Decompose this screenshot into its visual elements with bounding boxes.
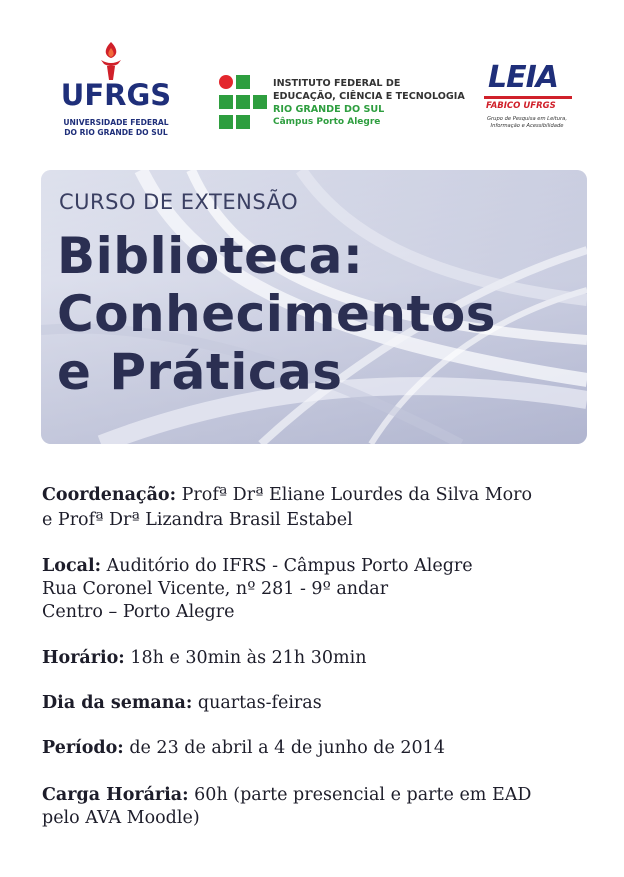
workload-row — [42, 784, 531, 807]
leia-fabico-text: FABICO — [486, 101, 521, 111]
course-banner — [41, 170, 587, 444]
if-grid-icon — [218, 74, 268, 132]
leia-tagline1: Grupo de Pesquisa em Leitura, — [487, 116, 567, 122]
location-value-3: Centro – Porto Alegre — [42, 602, 235, 622]
workload-label: Carga Horária: — [42, 785, 189, 805]
logos-header — [0, 0, 624, 160]
schedule-value: 18h e 30min às 21h 30min — [130, 648, 367, 668]
ufrgs-line2: DO RIO GRANDE DO SUL — [64, 128, 168, 137]
leia-bar — [484, 96, 572, 99]
leia-ufrgs-text: UFRGS — [523, 101, 556, 111]
location-value-1: Auditório do IFRS - Câmpus Porto Alegre — [106, 556, 473, 576]
period-row — [42, 737, 445, 760]
ifrs-line4: Câmpus Porto Alegre — [273, 117, 381, 127]
workload-value-1: 60h (parte presencial e parte em EAD — [194, 785, 532, 805]
ifrs-logo — [218, 72, 468, 134]
workload-value-2: pelo AVA Moodle) — [42, 808, 200, 828]
torch-icon — [91, 40, 131, 82]
coordination-value-1: Profª Drª Eliane Lourdes da Silva Moro — [181, 485, 533, 505]
weekday-row — [42, 692, 322, 715]
period-label: Período: — [42, 738, 124, 758]
ufrgs-name: UFRGS — [60, 78, 172, 112]
course-title-line1: Biblioteca: — [57, 227, 364, 285]
course-title-line3: e Práticas — [57, 343, 343, 401]
leia-tagline2: Informação e Acessibilidade — [490, 123, 564, 129]
period-value: de 23 de abril a 4 de junho de 2014 — [129, 738, 445, 758]
location-value-2: Rua Coronel Vicente, nº 281 - 9º andar — [42, 579, 389, 599]
coordination-row — [42, 484, 532, 507]
schedule-row — [42, 647, 366, 670]
course-kicker: CURSO DE EXTENSÃO — [59, 190, 299, 214]
location-label: Local: — [42, 556, 102, 576]
location-row — [42, 555, 473, 578]
weekday-label: Dia da semana: — [42, 693, 193, 713]
coordination-label: Coordenação: — [42, 485, 177, 505]
ifrs-line1: INSTITUTO FEDERAL DE — [273, 78, 401, 89]
leia-name: LEIA — [488, 60, 558, 95]
ufrgs-logo — [55, 40, 177, 140]
ifrs-line3: RIO GRANDE DO SUL — [273, 104, 385, 115]
ufrgs-line1: UNIVERSIDADE FEDERAL — [63, 118, 169, 127]
leia-fabico — [486, 101, 556, 111]
ifrs-line2: EDUCAÇÃO, CIÊNCIA E TECNOLOGIA — [273, 91, 465, 102]
weekday-value: quartas-feiras — [197, 693, 322, 713]
course-title-line2: Conhecimentos — [57, 285, 497, 343]
schedule-label: Horário: — [42, 648, 125, 668]
coordination-value-2: e Profª Drª Lizandra Brasil Estabel — [42, 510, 353, 530]
leia-logo — [476, 60, 576, 142]
